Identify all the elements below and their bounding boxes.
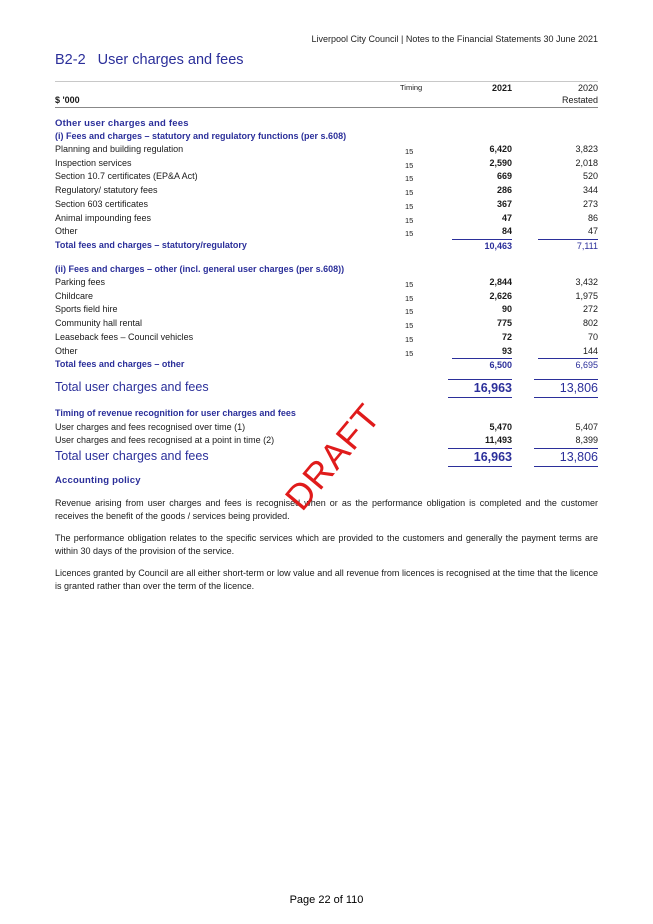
- row-value: 144: [582, 345, 598, 356]
- row-value: 6,420: [489, 144, 512, 154]
- table-row: [55, 184, 598, 197]
- row-value: 3,823: [575, 144, 598, 154]
- other-total-row: Total fees and charges – other 6,500 6,695: [55, 359, 598, 370]
- header-divider-bottom: [55, 107, 598, 108]
- table-row: [55, 276, 598, 289]
- table-row: [55, 225, 598, 238]
- year-2020-label: 2020: [577, 83, 598, 93]
- row-label: Parking fees: [55, 277, 106, 287]
- table-row: [55, 143, 598, 156]
- timing-total-row: Total user charges and fees 16,963 13,806: [55, 448, 598, 465]
- row-value: 775: [496, 318, 512, 329]
- row-value: 84: [501, 226, 512, 237]
- row-value: 90: [501, 304, 512, 315]
- row-label: Other: [55, 226, 78, 237]
- row-timing: 15: [405, 348, 414, 358]
- row-value: 2,018: [575, 157, 598, 168]
- statutory-heading: (i) Fees and charges – statutory and regulatory functions (per s.608): [55, 131, 347, 141]
- table-row: [55, 290, 598, 303]
- other-heading: (ii) Fees and charges – other (incl. general user charges (per s.608)): [55, 264, 345, 274]
- row-label: Other: [55, 345, 78, 356]
- row-timing: 15: [405, 307, 414, 317]
- table-row: [55, 331, 598, 344]
- statutory-total-row: Total fees and charges – statutory/regulatory 10,463 7,111: [55, 240, 598, 251]
- policy-paragraph: Licences granted by Council are all either short-term or low value and all revenue from licences is recognised at the time that the licence is granted rather than over the term of the licence.: [55, 568, 598, 591]
- unit-label: $ '000: [55, 95, 80, 105]
- row-label: Planning and building regulation: [55, 144, 184, 154]
- row-value: 72: [501, 331, 512, 342]
- header-divider-top: [55, 81, 598, 82]
- row-label: Leaseback fees – Council vehicles: [55, 331, 194, 342]
- row-label: Sports field hire: [55, 304, 118, 315]
- row-value: 669: [496, 171, 512, 182]
- row-value: 70: [587, 331, 598, 342]
- row-value: 2,626: [489, 290, 512, 301]
- table-row: [55, 198, 598, 211]
- page-number: Page 22 of 110: [289, 894, 364, 906]
- row-timing: 15: [405, 160, 414, 170]
- row-timing: 15: [405, 293, 414, 303]
- row-value: 273: [582, 198, 598, 209]
- row-timing: 15: [405, 280, 414, 289]
- row-timing: 15: [405, 334, 414, 344]
- row-value: 802: [582, 318, 598, 329]
- page-header: Liverpool City Council | Notes to the Financial Statements 30 June 2021: [311, 34, 598, 44]
- column-header: [55, 83, 598, 109]
- section-heading: Other user charges and fees: [55, 118, 189, 129]
- restated-label: Restated: [561, 95, 598, 105]
- row-label: Community hall rental: [55, 318, 143, 329]
- grand-total-row: Total user charges and fees 16,963 13,806: [55, 379, 598, 396]
- year-2021-label: 2021: [491, 83, 512, 93]
- note-number: B2-2: [55, 52, 86, 68]
- draft-watermark: DRAFT: [276, 395, 389, 518]
- row-value: 520: [582, 171, 598, 182]
- table-row: [55, 345, 598, 358]
- row-label: Childcare: [55, 290, 94, 301]
- row-label: Animal impounding fees: [55, 212, 152, 223]
- table-row: [55, 317, 598, 330]
- timing-column-label: Timing: [400, 83, 423, 92]
- row-value: 2,590: [489, 157, 512, 168]
- row-timing: 15: [405, 321, 414, 331]
- row-value: 367: [496, 198, 512, 209]
- table-row: [55, 170, 598, 183]
- row-value: 47: [501, 212, 512, 223]
- row-value: 47: [587, 226, 598, 237]
- timing-row: User charges and fees recognised over time (1) 5,470 5,407: [55, 422, 598, 432]
- policy-heading: Accounting policy: [55, 475, 141, 486]
- row-value: 2,844: [489, 277, 512, 287]
- row-label: Section 10.7 certificates (EP&A Act): [55, 171, 198, 182]
- table-row: [55, 303, 598, 316]
- row-label: Regulatory/ statutory fees: [55, 185, 158, 196]
- row-label: Inspection services: [55, 157, 132, 168]
- row-timing: 15: [405, 188, 414, 198]
- row-label: Section 603 certificates: [55, 198, 149, 209]
- row-value: 344: [582, 185, 598, 196]
- row-timing: 15: [405, 174, 414, 184]
- note-title: [55, 52, 244, 68]
- timing-row: User charges and fees recognised at a point in time (2) 11,493 8,399: [55, 435, 598, 445]
- note-title-text: User charges and fees: [97, 52, 244, 68]
- row-timing: 15: [405, 215, 414, 225]
- row-value: 3,432: [575, 277, 598, 287]
- row-value: 272: [582, 304, 598, 315]
- row-timing: 15: [405, 147, 414, 156]
- table-row: [55, 157, 598, 170]
- row-value: 286: [496, 185, 512, 196]
- row-value: 86: [587, 212, 598, 223]
- table-row: [55, 212, 598, 225]
- row-timing: 15: [405, 201, 414, 211]
- row-value: 93: [501, 345, 512, 356]
- policy-paragraph: The performance obligation relates to the specific services which are provided to the customers and generally the payment terms are within 30 days of the provision of the service.: [55, 533, 598, 556]
- policy-paragraph: Revenue arising from user charges and fees is recognised when or as the performance obligation is completed and the customer receives the benefit of the goods / services being provided.: [55, 498, 598, 521]
- timing-heading: Timing of revenue recognition for user charges and fees: [55, 408, 296, 418]
- row-value: 1,975: [575, 290, 598, 301]
- row-timing: 15: [405, 229, 414, 239]
